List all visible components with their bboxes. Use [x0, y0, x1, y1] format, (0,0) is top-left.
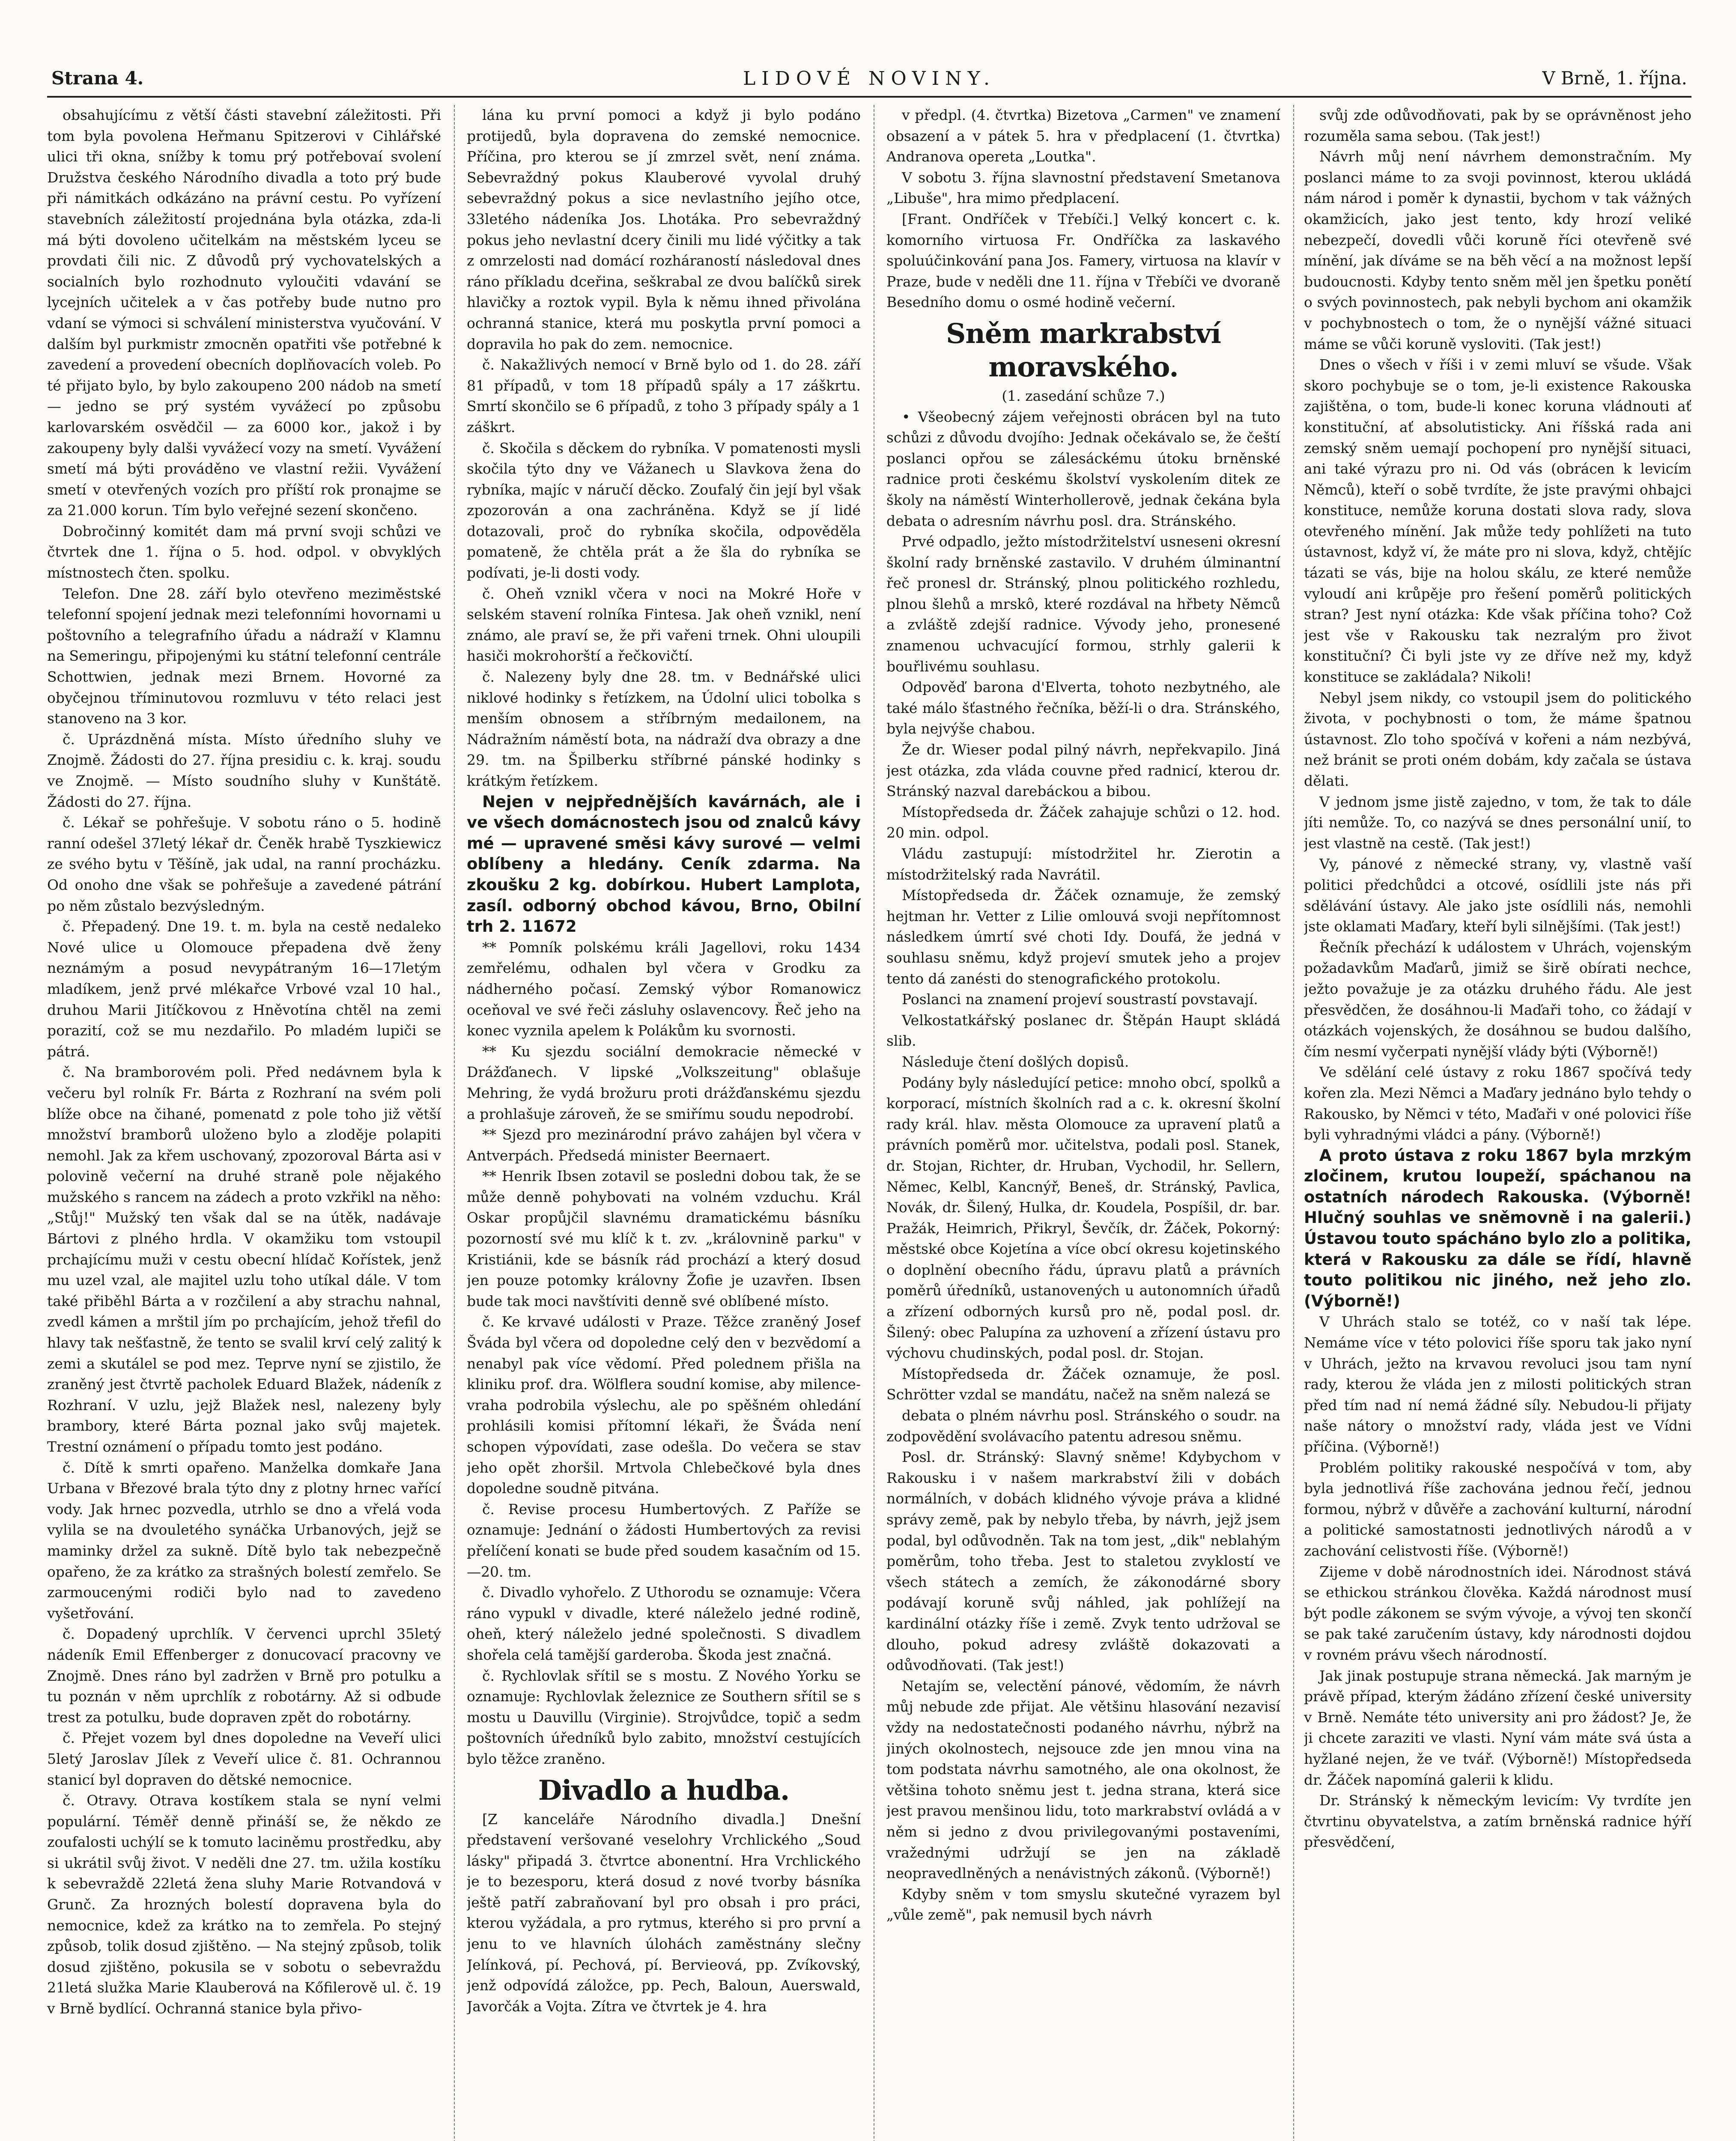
article-paragraph: Odpověď barona d'Elverta, tohoto nezbytného, ale také málo šťastného řečníka, běží-li o dra. Stránského, byla nejvýše chabou.: [886, 679, 1280, 737]
article-paragraph: č. Nakažlivých nemocí v Brně bylo od 1. do 28. září 81 případů, v tom 18 případů spály a 17 záškrtu. Smrtí skončilo se 6 případů, z toho 3 případy spály a 1 záškrt.: [467, 356, 861, 435]
page-header: [47, 64, 1691, 94]
article-paragraph: Že dr. Wieser podal pilný návrh, nepřekvapilo. Jiná jest otázka, zda vláda couvne před radnicí, kterou dr. Stránský nazval darebáckou a bibou.: [886, 741, 1280, 800]
article-paragraph: V Uhrách stalo se totéž, co v naší tak lépe. Nemáme více v této polovici říše sporu tak jako nyní v Uhrách, ježto na krvavou revoluci jsou tam nyní rady, kterou že vláda jen z milosti politických stran před tím nad ní nemá žádné síly. Nebudou-li přijaty naše nátory o množství rady, vláda jest ve Vídni příčina. (Výborně!): [1304, 1313, 1691, 1455]
article-paragraph: č. Dopadený uprchlík. V červenci uprchl 35letý nádeník Emil Effenberger z donucovací pracovny ve Znojmě. Dnes ráno byl zadržen v Brně pro potulku a tu poznán v něm uprchlík z robotárny. Až si odbude trest za potulku, bude dopraven zpět do robotárny.: [47, 1625, 441, 1726]
article-paragraph: V jednom jsme jistě zajedno, v tom, že tak to dále jíti nemůže. To, co nazývá se dnes personální unií, to jest vlastně na cestě. (Tak jest!): [1304, 793, 1691, 852]
column-4: [1304, 105, 1691, 2141]
column-divider: [454, 105, 455, 2141]
article-paragraph: Místopředseda dr. Žáček oznamuje, že posl. Schrötter vzdal se mandátu, načež na sněm nalezá se: [886, 1365, 1280, 1403]
article-paragraph: Dobročinný komitét dam má první svoji schůzi ve čtvrtek dne 1. října o 5. hod. odpol. v obvyklých místnostech čten. spolku.: [47, 522, 441, 581]
article-paragraph: Prvé odpadlo, ježto místodržitelství usneseni okresní školní rady brněnské zastavilo. V druhém úlminantní řeč pronesl dr. Stránský, plnou politického rozhledu, plnou šlehů a mrskô, které rozdával na hřbety Němců a zvláště zdejší radnice. Vývody jeho, pronesené znamenou uchvacující formou, strhly galerii k bouřlivému souhlasu.: [886, 533, 1280, 675]
article-paragraph: Telefon. Dne 28. září bylo otevřeno meziměstské telefonní spojení jednak mezi telefonními hovornami u poštovního a telegrafního úřadu a nádraží v Klamnu na Semeringu, připojenými ku státní telefonní centrále Schottwien, jednak mezi Brnem. Hovorné za obyčejnou tříminutovou rozmluvu v této relaci jest stanoveno na 3 kor.: [47, 585, 441, 727]
article-paragraph: Velkostatkářský poslanec dr. Štěpán Haupt skládá slib.: [886, 1011, 1280, 1050]
article-paragraph: č. Ke krvavé události v Praze. Těžce zraněný Josef Šváda byl včera od dopoledne celý den v bezvědomí a nenabyl pak více vědomí. Před polednem přišla na kliniku prof. dra. Wölflera soudní komise, aby milence-vraha podrobila výslechu, ale po spěšném ohledání prohlásili komisi přítomní lékaři, že Šváda není schopen výpovídati, zase odešla. Do večera se stav jeho opět zhoršil. Mrtvola Chlebečkové byla dnes dopoledne soudně pitvána.: [467, 1313, 861, 1497]
article-paragraph: Netajím se, velectění pánové, vědomím, že návrh můj nebude zde přijat. Ale většinu hlasování nezavisí vždy na nedostatečnosti podaného návrhu, nýbrž na jiných okolnostech, nejsouce zde jen mnou vina na tom podstata návrhu samotného, ale ona okolnost, že většina tohoto sněmu jest t. jedna strana, která sice jest pravou menšinou lidu, toto markrabství ovládá a v něm si jedno z dvou privilegovanými postaveními, vražednými udržují se jen na základě neopravedlněných a nenávistných zákonů. (Výborně!): [886, 1677, 1280, 1882]
header-rule: [47, 96, 1691, 98]
article-paragraph: č. Rychlovlak sřítil se s mostu. Z Nového Yorku se oznamuje: Rychlovlak železnice ze Southern sřítil se s mostu u Dauvillu (Virginie). Strojvůdce, topič a sedm poštovních úředníků bylo zabito, množství cestujících bylo těžce zraněno.: [467, 1667, 861, 1767]
article-paragraph: ** Pomník polskému králi Jagellovi, roku 1434 zemřelému, odhalen byl včera v Grodku za nádherného počasí. Zemský výbor Romanowicz oceňoval ve své řeči zásluhy oslavencovy. Řeč jeho na konec vyznila apelem k Polákům ku svornosti.: [467, 939, 861, 1039]
article-paragraph: Poslanci na znamení projeví soustrastí povstavají.: [902, 991, 1258, 1008]
section-headline: Sněm markrabství moravského.: [946, 317, 1221, 383]
article-paragraph: • Všeobecný zájem veřejnosti obrácen byl na tuto schůzi z důvodu dvojího: Jednak očekávalo se, že čeští poslanci opřou se zálesáckému útoku brněnské radnice proti českému školství vyskolením ditek ze školy na náměstí Winterhollerově, jednak čekána byla debata o adresním návrhu posl. dra. Stránského.: [886, 408, 1280, 529]
article-paragraph: č. Přepadený. Dne 19. t. m. byla na cestě nedaleko Nové ulice u Olomouce přepadena dvě ženy neznámým a posud nevypátraným 16—17letým mladíkem, jenž prvé mlékařce Vrbové vzal 10 hal., druhou Marii Jitíčkovou z Hněvotína chtěl na zemi porazití, což se mu nezdařilo. Po mladém lupiči se pátrá.: [47, 918, 441, 1060]
article-paragraph: Jak jinak postupuje strana německá. Jak marným je právě případ, kterým žádáno zřízení české university v Brně. Nemáte této university ani pro žádost? Je, že ji chcete zaraziti ve vlasti. Nyní vám máte svá ústa a hyžlané nejen, že ve tvář. (Výborně!) Místopředseda dr. Žáček napomíná galerii k klidu.: [1304, 1667, 1691, 1788]
article-paragraph: č. Oheň vznikl včera v noci na Mokré Hoře v selském stavení rolníka Fintesa. Jak oheň vznikl, není známo, ale praví se, že při vařeni trnek. Ohni uloupili hasiči mokrohorští a řečkovičtí.: [467, 585, 861, 665]
article-paragraph: Dr. Stránský k německým levicím: Vy tvrdíte jen čtvrtinu obyvatelstva, a zatím brněnská radnice hýří přesvědčení,: [1304, 1792, 1691, 1851]
article-paragraph: č. Otravy. Otrava kostíkem stala se nyní velmi populární. Téměř denně přináší se, že někdo ze zoufalosti uchýlí se k tomuto laciněmu prostředku, aby si ukrátil svůj život. V neděli dne 27. tm. užila kostíku k sebevraždě 22letá žena sluhy Marie Rotvandová v Grunč. Za hrozných bolestí dopravena byla do nemocnice, kdež za krátko na to zemřela. Po stejný způsob, tolik dosud zjištěno. — Na stejný způsob, tolik dosud zjištěno, pokusila se v sobotu o sebevraždu 21letá služka Marie Klauberová na Kőfilerově ul. č. 19 v Brně bydlící. Ochranná stanice byla přivo-: [47, 1792, 441, 2017]
column-divider: [1293, 105, 1294, 2141]
article-paragraph: v předpl. (4. čtvrtka) Bizetova „Carmen" ve znamení obsazení a v pátek 5. hra v předplacení (1. čtvrtka) Andranova opereta „Loutka".: [886, 107, 1280, 165]
article-paragraph: č. Skočila s děckem do rybníka. V pomatenosti mysli skočila týto dny ve Vážanech u Slavkova žena do rybníka, majíc v náručí děcko. Zoufalý čin její byl však zpozorován a ona zachráněna. Když se jí lidé dotazovali, proč do rybníka skočila, odpověděla pomateně, že chtěla prát a že šla do rybníka se podívati, je-li dosti vody.: [467, 439, 861, 581]
article-paragraph: Nejen v nejpřednějších kavárnách, ale i ve všech domácnostech jsou od znalců kávy mé — upravené směsi kávy surové — velmi oblíbeny a hledány. Ceník zdarma. Na zkoušku 2 kg. dobírkou. Hubert Lamplota, zasíl. odborný obchod kávou, Brno, Obilní trh 2. 11672: [467, 792, 861, 936]
newspaper-page: [47, 64, 1691, 2141]
article-paragraph: ** Henrik Ibsen zotavil se posledni dobou tak, že se může denně pohybovati na volném vzduchu. Král Oskar propůjčil slavnému dramatickému básníku pozorností své mu klíč k t. zv. „královnině parku" v Kristiánii, kde se básník rád prochází a který dosud jen pouze potomky královny Žofie je uzavřen. Ibsen bude tak moci navštíviti denně své oblíbené místo.: [467, 1168, 861, 1309]
article-paragraph: č. Na bramborovém poli. Před nedávnem byla k večeru byl rolník Fr. Bárta z Rozhraní na svém poli blíže obce na čihané, pomenatd z pole toho již větší množství bramborů uloženo bylo a zloděje polapiti nemohl. Jak za křem uschovaný, zpozoroval Bárta asi v polovině večerní na druhé straně pole nějakého mužského s rancem na zádech a proto vzkřikl na něho: „Stůj!" Mužský ten však dal se na útěk, nadávaje Bártovi z plného hrdla. V okamžiku tom vstoupil prchajícímu muži v cestu obecní hlídač Kořístek, jenž mu uzel vzal, ale majitel uzlu toho utíkal dále. V tom také přiběhl Bárta a v rozčilení a aby strachu nahnal, zvedl kámen a mrštil jím po prchajícím, jehož třefil do hlavy tak nešťastně, že tento se svalil krví celý zalitý k zemi a skutálel se pod mez. Teprve nyní se zjistilo, že zraněný jest čtvrtě pacholek Eduard Blažek, nádeník z Rozhraní. V uzlu, jejž Blažek nesl, nalezeny byly brambory, které Bárta poznal jako svůj majetek. Trestní oznámení o případu tomto jest podáno.: [47, 1064, 441, 1455]
article-paragraph: A proto ústava z roku 1867 byla mrzkým zločinem, krutou loupeží, spáchanou na ostatních národech Rakouska. (Výborně! Hlučný souhlas ve sněmovně i na galerii.) Ústavou touto spácháno bylo zlo a politika, která v Rakousku za dále se řídí, hlavně touto politikou nic jiného, než jeho zlo. (Výborně!): [1304, 1146, 1691, 1310]
article-paragraph: Podány byly následující petice: mnoho obcí, spolků a korporací, místních školních rad a c. k. okresní školní rady král. hlav. města Olomouce za upravení platů a právních poměrů mor. učitelstva, podali posl. Stanek, dr. Stojan, Richter, dr. Hruban, Vychodil, hr. Sellern, Němec, Kelbl, Kancnýř, Beneš, dr. Stránský, Pavlica, Novák, dr. Šilený, Hulka, dr. Koudela, Pospíšil, dr. bar. Pražák, Heimrich, Přikryl, Ševčík, dr. Žáček, Pokorný: městské obce Kojetína a více obcí okresu kojetinského o doplnění obecního řádu, úpravu platů a právních poměrů úředníků, ustanovených u autonomních úřadů a zřízení odborných kursů pro ně, podal posl. dr. Šilený: obec Palupína za uzhovení a zřízení ústavu pro výchovu chudinských, podal posl. dr. Stojan.: [886, 1074, 1280, 1362]
section-headline: Divadlo a hudba.: [538, 1774, 790, 1807]
article-paragraph: Zijeme v době národnostních idei. Národnost stává se ethickou stránkou člověka. Každá národnost musí být podle zákonem se svým vývoje, a vývoj ten skončí se pak také zaručením ústavy, kdy národnosti dojdou v rovném právu všech národností.: [1304, 1563, 1691, 1663]
article-paragraph: č. Dítě k smrti opařeno. Manželka domkaře Jana Urbana v Březové brala týto dny z plotny hrnec vařící vody. Jak hrnec pozvedla, utrhlo se dno a vřelá voda vylila se na dvouletého synáčka Urbanových, jejž se maminky držel za sukně. Dítě bylo tak nebezpečně opařeno, že za krátko za strašných bolestí zemřelo. Se zarmoucenými rodiči bylo nad to zavedeno vyšetřování.: [47, 1459, 441, 1622]
article-paragraph: svůj zde odůvodňovati, pak by se oprávněnost jeho rozuměla sama sebou. (Tak jest!): [1304, 107, 1691, 144]
article-paragraph: č. Uprázdněná místa. Místo úředního sluhy ve Znojmě. Žádosti do 27. října presidiu c. k. kraj. soudu ve Znojmě. — Místo soudního sluhy v Kunštátě. Žádosti do 27. října.: [47, 731, 441, 810]
article-paragraph: Problém politiky rakouské nespočívá v tom, aby byla jednotlivá říše zachována jednou řečí, jednou formou, nýbrž v důvěře a zachování kulturní, národní a politické samostatnosti jednotlivých národů a v zachování celistvosti říše. (Výborně!): [1304, 1459, 1691, 1559]
article-paragraph: Následuje čtení došlých dopisů.: [902, 1053, 1129, 1070]
article-paragraph: Místopředseda dr. Žáček oznamuje, že zemský hejtman hr. Vetter z Lilie omlouvá svoji nepřítomnost následkem úmrtí své choti Idy. Doufá, že jedná v souhlasu sněmu, když projeví smutek jeho a projev tento dá zanésti do stenografického protokolu.: [886, 887, 1280, 987]
article-paragraph: č. Přejet vozem byl dnes dopoledne na Veveří ulici 5letý Jaroslav Jílek z Veveří ulice č. 81. Ochrannou stanicí byl dopraven do dětské nemocnice.: [47, 1729, 441, 1788]
column-1: [47, 105, 441, 2141]
page-number: Strana 4.: [51, 68, 144, 89]
article-paragraph: č. Divadlo vyhořelo. Z Uthorodu se oznamuje: Včera ráno vypukl v divadle, které náleželo jedné rodině, oheň, který náleželo jedné společnosti. S divadlem shořela celá tamější garderoba. Škoda jest značná.: [467, 1584, 861, 1663]
article-paragraph: č. Lékař se pohřešuje. V sobotu ráno o 5. hodině ranní odešel 37letý lékař dr. Čeněk hrabě Tyszkiewicz ze svého bytu v Těšíně, jak udal, na ranní procházku. Od onoho dne však se pohřešuje a zavedené pátrání po něm zůstalo bezvýsledným.: [47, 814, 441, 914]
article-paragraph: V sobotu 3. října slavnostní představení Smetanova „Libuše", hra mimo předplacení.: [886, 169, 1280, 207]
article-paragraph: Nebyl jsem nikdy, co vstoupil jsem do politického života, v pochybnosti o tom, že máme špatnou ústavnost. Zlo toho spočívá v kořeni a nám nezbývá, než bránit se proti oném dobám, kdy začala se ústava dělati.: [1304, 689, 1691, 789]
article-paragraph: Ve sdělání celé ústavy z roku 1867 spočívá tedy kořen zla. Mezi Němci a Maďary jednáno bylo tehdy o Rakousko, by Němci v této, Maďaři v oné polovici říše byli vyhradnými vládci a pány. (Výborně!): [1304, 1064, 1691, 1143]
article-paragraph: debata o plném návrhu posl. Stránského o soudr. na zodpovědění svolávacího patentu adresou sněmu.: [886, 1407, 1280, 1445]
column-3: [886, 105, 1280, 2141]
article-paragraph: obsahujícímu z větší části stavební záležitosti. Při tom byla povolena Heřmanu Spitzerovi v Cihlářské ulici tři okna, snížby k tomu prý potřebovaí svolení Družstva českého Národního divadla a toto prý bude při námitkách odkázáno na právní cestu. Po vyřízení stavebních záležitostí projednána byla otázka, zda-li má býti dovoleno učitelkám na městském lyceu se provdati čili nic. Z důvodů prý vychovatelských a socialních bylo rozhodnuto vyloučiti vdavání se lycejních učitelek a v čas potřeby bude nutno pro vdaní se výmoci si schválení ministerstva vyučování. V dalším byl purkmistr zmocněn opatřiti vše potřebné k zavedení a provedení obecních doplňovacích voleb. Po té přijato bylo, by bylo zakoupeno 200 nádob na smetí — jedno se prý systém vyvážecí po způsobu karlovarském osvědčil — za 6000 kor., jakož i by zakoupeny byly dalši vyvážecí vozy na smetí. Vyvážení smetí má býti prováděno ve vlastní režii. Vyvážení smetí v otevřených vozích pro příští rok pronajme se za 21.000 korun. Tím bylo veřejné sezení skončeno.: [47, 107, 441, 519]
article-paragraph: Kdyby sněm v tom smyslu skutečné vyrazem byl „vůle země", pak nemusil bych návrh: [886, 1885, 1280, 1923]
article-paragraph: Posl. dr. Stránský: Slavný sněme! Kdybychom v Rakousku i v našem markrabství žili v dobách normálních, v dobách klidného vývoje práva a klidné správy země, pak by nebylo třeba, by návrh, jejž jsem podal, byl odůvodněn. Tak na tom jest, „dik" neblahým poměrům, toho třeba. Jest to staletou zvyklostí ve všech státech a zemích, že zákonodárné sbory podávají koruně svůj náhled, jak pohlížejí na kardinální otázky říše i země. Zvyk tento udržoval se dlouho, pokud adresy zvláště dokazovati a odůvodňovati. (Tak jest!): [886, 1449, 1280, 1674]
article-paragraph: Vy, pánové z německé strany, vy, vlastně vaší politici předchůdci a otcové, osídlili jste nás při sdělávání ústavy. Ale jako jste osídlili nás, nemohli jste oklamati Maďary, kteří byli silnějšími. (Tak jest!): [1304, 856, 1691, 935]
article-paragraph: Dnes o všech v říši i v zemi mluví se všude. Však skoro pochybuje se o tom, je-li existence Rakouska zajištěna, o tom, bude-li konec koruna vládnouti ať konstituční, ať absolutisticky. Ani říšská rada ani zemský sněm uemají pochopení pro nynější situaci, ani také výrazu pro ni. Od vás (obrácen k levicím Němců), kteří o sobě tvrdíte, že jste pravými ohbajci konstituce, nemůže koruna dostati slova rady, slova otevřeného mínění. Jak může tedy pohlížeti na tuto ústavnost, když ví, že máte pro ni slova, když, chtějíc tázati se vás, bije na holou skálu, ze které nemůže vyloudí ani krůpěje pro řešení poměrů politických stran? Jest nyní otázka: Kde však příčina toho? Což jest vše v Rakousku tak nezralým pro život konstituční? Či byli jste vy ze dříve než my, když konstituce se zakládala? Nikoli!: [1304, 356, 1691, 686]
article-paragraph: [Frant. Ondříček v Třebíči.] Velký koncert c. k. komorního virtuosa Fr. Ondříčka za laskavého spoluúčinkování pana Jos. Famery, virtuosa na klavír v Praze, bude v neděli dne 11. října v Třebíči ve dvoraně Besedního domu o osmé hodině večerní.: [886, 210, 1280, 311]
article-paragraph: Řečník přechází k událostem v Uhrách, vojenským požadavkům Maďarů, jimiž se širě obírati nechce, ježto považuje je za otázku druhého řádu. Ale jest přesvědčen, že dosáhnou-li Maďaři toho, co žádají v otázkách vojenských, že dosáhnou se budou dalšího, čím nesmí vyčerpati nynější vlády býti (Výborně!): [1304, 939, 1691, 1060]
article-paragraph: č. Revise procesu Humbertových. Z Paříže se oznamuje: Jednání o žádosti Humbertových za revisi přelíčení konati se bude před soudem kasačním od 15.—20. tm.: [467, 1500, 861, 1580]
article-paragraph: ** Sjezd pro mezinárodní právo zahájen byl včera v Antverpách. Předsedá minister Beernaert.: [467, 1126, 861, 1164]
article-paragraph: Vládu zastupují: místodržitel hr. Zierotin a místodržitelský rada Navrátil.: [886, 845, 1280, 883]
masthead-title: LIDOVÉ NOVINY.: [743, 68, 996, 89]
column-2: [467, 105, 861, 2141]
article-paragraph: Místopředseda dr. Žáček zahajuje schůzi o 12. hod. 20 min. odpol.: [886, 803, 1280, 841]
article-paragraph: lána ku první pomoci a když ji bylo podáno protijedů, byla dopravena do zemské nemocnice. Příčina, pro kterou se jí zmrzel svět, není známa. Sebevraždný pokus Klauberové vyvolal druhý sebevraždný pokus a sice nevlastního jejího otce, 33letého nádeníka Jos. Lhotáka. Pro sebevraždný pokus jeho nevlastní dcery činili mu lidé výčitky a tak z omrzelosti nad domácí rozháraností následoval dnes ráno příkladu dceřina, seškrabal ze dvou balíčků sirek hlavičky a roztok vypil. Byla k němu ihned přivolána ochranná stanice, která mu poskytla první pomoci a dopravila ho pak do zem. nemocnice.: [467, 107, 861, 352]
article-paragraph: [Z kanceláře Národního divadla.] Dnešní představení veršované veselohry Vrchlického „Soud lásky" připadá 3. čtvrtce abonentní. Hra Vrchlického je to bezesporu, která dosud z nové tvorby básníka ještě patří zabraňovaní byl pro obsah i pro práci, kterou vyžádala, a pro rytmus, kterého si pro první a jenu to ve hlavních úlohách zaměstnány slečny Jelínková, pí. Pechová, pí. Bervieová, pp. Zvíkovský, jenž odpovídá záložce, pp. Pech, Baloun, Auerswald, Javorčák a Vojta. Zítra ve čtvrtek je 4. hra: [467, 1810, 861, 2015]
article-paragraph: (1. zasedání schůze 7.): [1002, 387, 1165, 404]
article-paragraph: č. Nalezeny byly dne 28. tm. v Bednářské ulici niklové hodinky s řetízkem, na Údolní ulici tobolka s menším obnosem a stříbrným medailonem, na Nádražním náměstí bota, na nádraží dva obrazy a dne 29. tm. na Špilberku stříbrné pánské hodinky s krátkým řetízkem.: [467, 668, 861, 789]
article-paragraph: ** Ku sjezdu sociální demokracie německé v Drážďanech. V lipské „Volkszeitung" oblašuje Mehring, že vydá brožuru proti drážďanskému sjezdu a prohlašuje zároveň, že se smiřímu soudu nepodrobí.: [467, 1043, 861, 1122]
article-paragraph: Návrh můj není návrhem demonstračním. My poslanci máme to za svoji povinnost, kterou ukládá nám národ i poměr k dynastii, bychom v tak vážných okamžicích, jako jest tento, kdy hrozí veliké nebezpečí, dovedli vůči koruně říci otevřeně své mínění, jak díváme se na běh věcí a na možnost lepší budoucnosti. Kdyby tento sněm měl jen špetku ponětí o svých povinnostech, pak nebyli bychom ani okamžik v pochybnostech o tom, že o nynější vážné situaci máme se vůči koruně vysloviti. (Tak jest!): [1304, 148, 1691, 352]
dateline: V Brně, 1. října.: [1542, 68, 1687, 89]
